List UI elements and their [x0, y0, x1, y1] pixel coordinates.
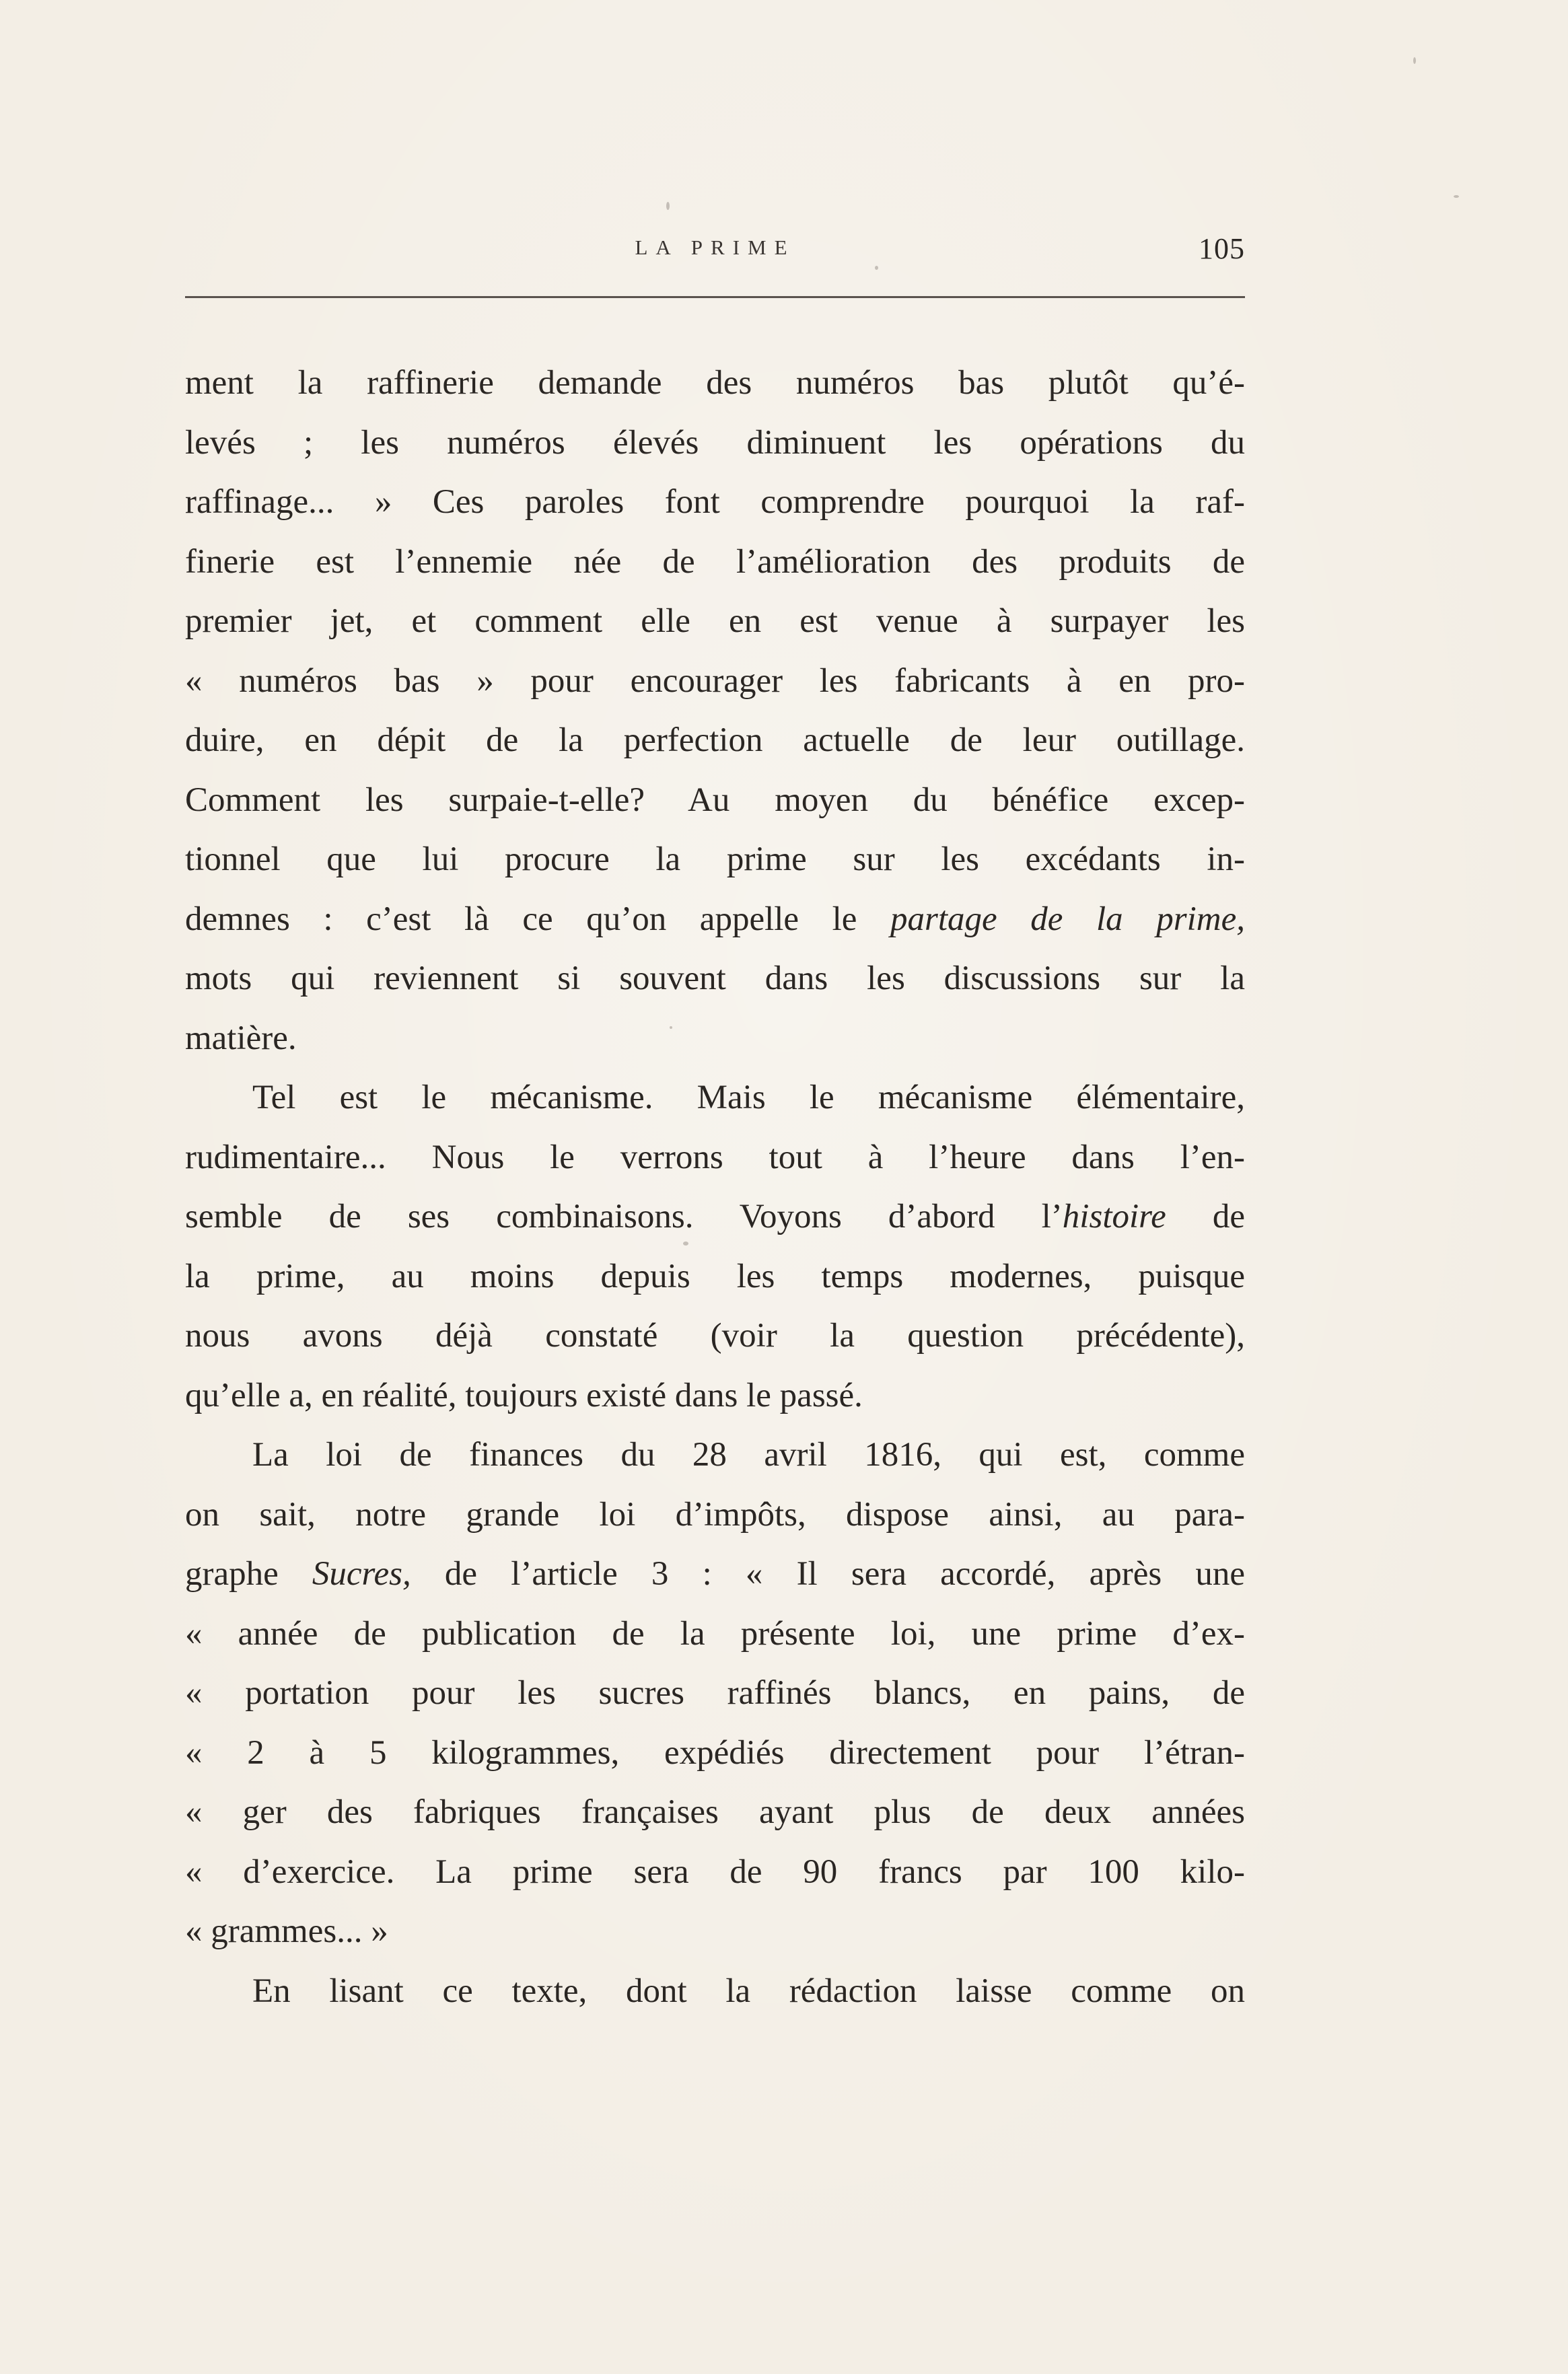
- text-run: premier jet, et comment elle en est venue à surpayer les: [185, 602, 1245, 640]
- text-line: [185, 353, 1245, 413]
- text-run: on sait, notre grande loi d’impôts, dispose ainsi, au para-: [185, 1495, 1245, 1534]
- paper-speck: [1454, 195, 1459, 198]
- paper-speck: [666, 202, 670, 210]
- text-line: [185, 1783, 1245, 1842]
- text-line: [185, 651, 1245, 711]
- italic-phrase: Sucres,: [312, 1555, 411, 1593]
- text-run: graphe: [185, 1555, 312, 1593]
- text-line: [185, 1425, 1245, 1485]
- text-run: En lisant ce texte, dont la rédaction laisse comme on: [252, 1972, 1245, 2010]
- text-line: [185, 1842, 1245, 1902]
- text-line: [185, 890, 1245, 949]
- text-line: [185, 1366, 1245, 1426]
- text-run: « numéros bas » pour encourager les fabricants à en pro-: [185, 661, 1245, 700]
- text-line: [185, 830, 1245, 890]
- text-line: [185, 1544, 1245, 1604]
- text-run: rudimentaire... Nous le verrons tout à l’heure dans l’en-: [185, 1138, 1245, 1176]
- text-line: [185, 532, 1245, 592]
- header-rule: [185, 296, 1245, 298]
- text-run: tionnel que lui procure la prime sur les excédants in-: [185, 840, 1245, 878]
- paper-speck: [670, 1026, 672, 1029]
- italic-phrase: histoire: [1062, 1198, 1166, 1235]
- text-run: « ger des fabriques françaises ayant plus de deux années: [185, 1793, 1245, 1831]
- text-run: Comment les surpaie-t-elle? Au moyen du bénéfice excep-: [185, 781, 1245, 819]
- text-line: [185, 1902, 1245, 1962]
- text-run: raffinage... » Ces paroles font comprendre pourquoi la raf-: [185, 483, 1245, 521]
- text-line: [185, 413, 1245, 473]
- text-line: [185, 591, 1245, 651]
- text-line: [185, 1187, 1245, 1247]
- text-run: Tel est le mécanisme. Mais le mécanisme élémentaire,: [252, 1079, 1245, 1116]
- text-line: [185, 1485, 1245, 1545]
- paper-speck: [1413, 57, 1416, 64]
- text-line: [185, 1128, 1245, 1188]
- text-line: [185, 1663, 1245, 1723]
- text-run: demnes : c’est là ce qu’on appelle le: [185, 900, 891, 938]
- text-run: la prime, au moins depuis les temps modernes, puisque: [185, 1257, 1245, 1295]
- paper-speck: [683, 1242, 688, 1246]
- text-line: [185, 472, 1245, 532]
- text-run: « année de publication de la présente loi, une prime d’ex-: [185, 1614, 1245, 1653]
- text-run: ment la raffinerie demande des numéros bas plutôt qu’é-: [185, 364, 1245, 402]
- text-run: levés ; les numéros élevés diminuent les opérations du: [185, 423, 1245, 462]
- text-run: nous avons déjà constaté (voir la question précédente),: [185, 1317, 1245, 1355]
- text-line: [185, 1723, 1245, 1783]
- text-line: [185, 949, 1245, 1009]
- text-run: « grammes... »: [185, 1912, 388, 1950]
- text-line: [185, 1247, 1245, 1307]
- text-run: mots qui reviennent si souvent dans les discussions sur la: [185, 960, 1245, 997]
- text-line: [185, 1009, 1245, 1069]
- text-line: [185, 1962, 1245, 2021]
- paper-speck: [875, 266, 878, 270]
- running-title: LA PRIME: [635, 236, 795, 259]
- text-line: [185, 1068, 1245, 1128]
- body-text: [185, 353, 1245, 2021]
- text-run: matière.: [185, 1019, 297, 1057]
- text-line: [185, 1604, 1245, 1664]
- text-line: [185, 711, 1245, 770]
- text-line: [185, 770, 1245, 830]
- text-run: « d’exercice. La prime sera de 90 francs par 100 kilo-: [185, 1853, 1245, 1891]
- text-run: « 2 à 5 kilogrammes, expédiés directement pour l’étran-: [185, 1733, 1245, 1772]
- running-head: [185, 232, 1245, 276]
- text-run: finerie est l’ennemie née de l’amélioration des produits de: [185, 542, 1245, 581]
- text-run: qu’elle a, en réalité, toujours existé dans le passé.: [185, 1376, 863, 1414]
- text-run: duire, en dépit de la perfection actuelle de leur outillage.: [185, 721, 1245, 759]
- italic-phrase: partage de la prime,: [890, 900, 1245, 938]
- text-run: La loi de finances du 28 avril 1816, qui est, comme: [252, 1436, 1245, 1474]
- text-run: semble de ses combinaisons. Voyons d’abord l’: [185, 1198, 1063, 1235]
- text-line: [185, 1306, 1245, 1366]
- text-run: « portation pour les sucres raffinés blancs, en pains, de: [185, 1674, 1245, 1712]
- text-run: de l’article 3 : « Il sera accordé, après une: [411, 1555, 1245, 1593]
- text-run: de: [1166, 1198, 1245, 1235]
- page-number: 105: [1199, 232, 1245, 265]
